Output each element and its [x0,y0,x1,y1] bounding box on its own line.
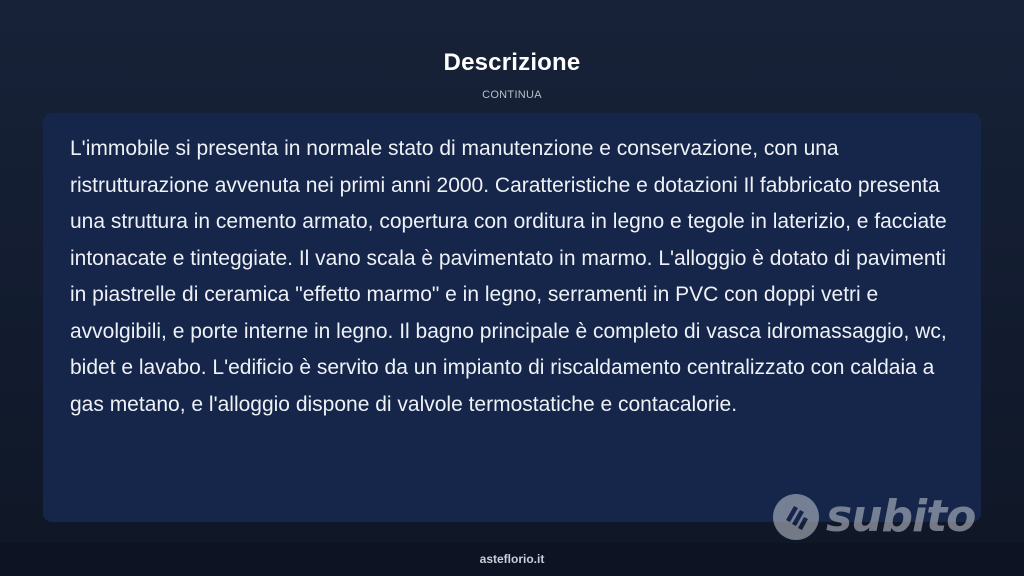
description-text: L'immobile si presenta in normale stato di manutenzione e conservazione, con una ristrutturazione avvenuta nei primi anni 2000. Caratteristiche e dotazioni Il fabbricato presenta una struttura in cemento armato, copertura con orditura in legno e tegole in laterizio, e facciate intonacate e tinteggiate. Il vano scala è pavimentato in marmo. L'alloggio è dotato di pavimenti in piastrelle di ceramica "effetto marmo" e in legno, serramenti in PVC con doppi vetri e avvolgibili, e porte interne in legno. Il bagno principale è completo di vasca idromassaggio, wc, bidet e lavabo. L'edificio è servito da un impianto di riscaldamento centralizzato con caldaia a gas metano, e l'alloggio dispone di valvole termostatiche e contacalorie. [70,137,947,416]
subito-watermark [772,490,975,544]
watermark-brand: subito [826,491,976,542]
page-title: Descrizione [443,49,581,76]
description-card [43,113,981,522]
footer-site: asteflorio.it [479,552,545,566]
subito-logo-icon [772,493,820,541]
page-subtitle: CONTINUA [482,89,542,101]
